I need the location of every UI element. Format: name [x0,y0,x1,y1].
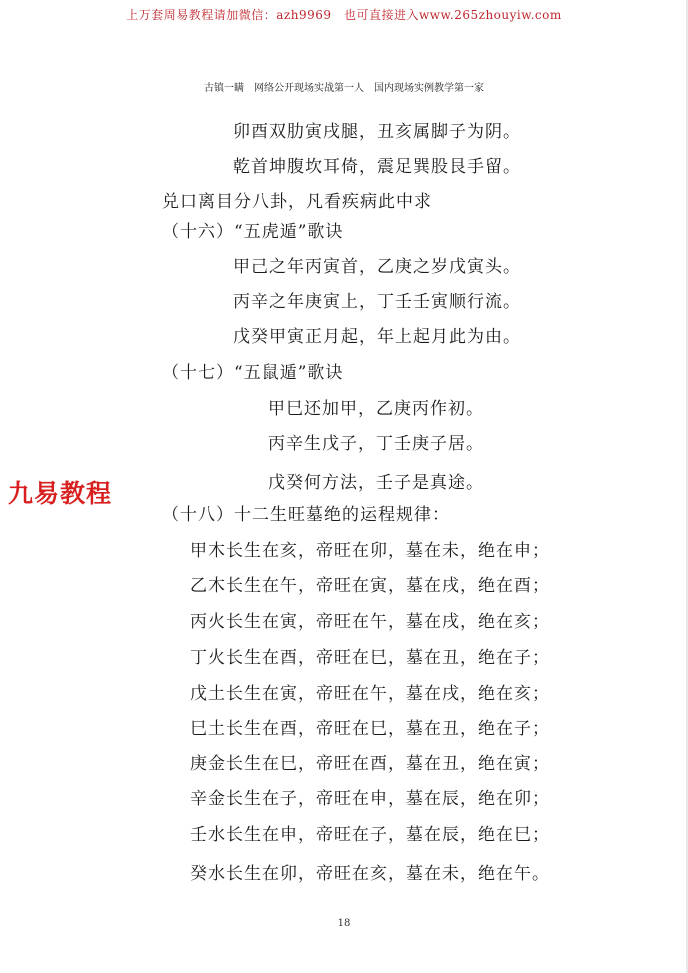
rule-line-7: 庚金长生在巳，帝旺在酉，墓在丑，绝在寅； [190,754,550,774]
rule-line-1: 甲木长生在亥，帝旺在卯，墓在未，绝在申； [190,541,550,561]
rule-line-2: 乙木长生在午，帝旺在寅，墓在戌，绝在酉； [190,576,550,596]
section-heading-17: （十七）“五鼠遁”歌诀 [162,363,344,383]
verse-line-2: 乾首坤腹坎耳倚，震足巽股艮手留。 [233,157,521,177]
verse-line-6: 戊癸甲寅正月起，年上起月此为由。 [233,327,521,347]
verse-line-4: 甲己之年丙寅首，乙庚之岁戊寅头。 [233,257,521,277]
verse-line-5: 丙辛之年庚寅上，丁壬壬寅顺行流。 [233,292,521,312]
rule-line-4: 丁火长生在酉，帝旺在巳，墓在丑，绝在子； [190,648,550,668]
verse-line-3: 兑口离目分八卦，凡看疾病此中求 [162,192,432,212]
section-heading-16: （十六）“五虎遁”歌诀 [162,222,344,242]
verse-line-9: 戊癸何方法，壬子是真途。 [268,473,484,493]
rule-line-5: 戊土长生在寅，帝旺在午，墓在戌，绝在亥； [190,684,550,704]
rule-line-6: 巳土长生在酉，帝旺在巳，墓在丑，绝在子； [190,719,550,739]
page-number: 18 [337,918,351,929]
rule-line-8: 辛金长生在子，帝旺在申，墓在辰，绝在卯； [190,789,550,809]
verse-line-7: 甲巳还加甲，乙庚丙作初。 [268,399,484,419]
verse-line-8: 丙辛生戊子，丁壬庚子居。 [268,434,484,454]
section-heading-18: （十八）十二生旺墓绝的运程规律： [162,505,450,525]
rule-line-9: 壬水长生在申，帝旺在子，墓在辰，绝在巳； [190,825,550,845]
top-watermark-text: 上万套周易教程请加微信：azh9969 也可直接进入www.265zhouyiw.com [126,8,562,22]
verse-line-1: 卯酉双肋寅戌腿，丑亥属脚子为阴。 [233,122,521,142]
page-header: 古镇一瞒 网络公开现场实战第一人 国内现场实例教学第一家 [204,83,484,94]
side-watermark-logo: 九易教程 [8,479,113,508]
rule-line-3: 丙火长生在寅，帝旺在午，墓在戌，绝在亥； [190,612,550,632]
rule-line-10: 癸水长生在卯，帝旺在亥，墓在未，绝在午。 [190,864,550,884]
